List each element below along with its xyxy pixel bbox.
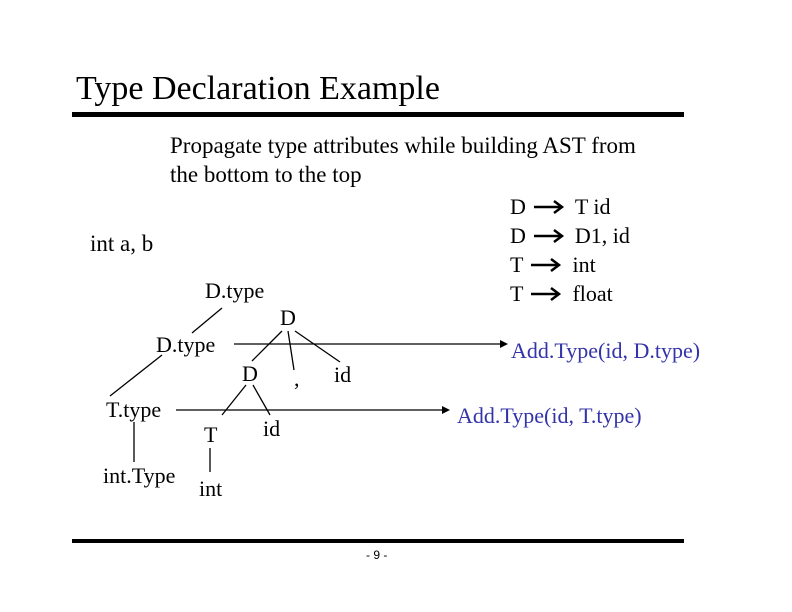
grammar-rhs: float	[572, 281, 613, 306]
tree-node-id-outer: id	[334, 362, 352, 387]
grammar-lhs: D	[510, 194, 526, 219]
tree-node-int: int	[199, 476, 223, 501]
subtitle-line-1: Propagate type attributes while building AST from	[170, 133, 636, 158]
footer-rule	[72, 539, 684, 543]
action-add-type-outer: Add.Type(id, D.type)	[511, 338, 701, 363]
grammar-lhs: T	[510, 281, 524, 306]
tree-node-inner-d: D	[242, 361, 258, 386]
page-number: - 9 -	[366, 548, 388, 562]
t-attr-label: T.type	[106, 397, 162, 422]
attr-edge	[110, 355, 162, 396]
tree-node-root: D	[280, 305, 296, 330]
inner-attr-label: D.type	[156, 332, 216, 357]
grammar-rhs: int	[572, 252, 596, 277]
grammar-rhs: T id	[574, 194, 611, 219]
root-attr-label: D.type	[205, 278, 265, 303]
subtitle-line-2: the bottom to the top	[170, 162, 362, 187]
tree-edge	[288, 331, 294, 370]
arrow-head-icon	[500, 340, 508, 348]
slide-title: Type Declaration Example	[76, 70, 440, 107]
arrow-head-icon	[442, 406, 450, 414]
example-input: int a, b	[90, 231, 154, 256]
tree-node-t: T	[204, 422, 218, 447]
grammar-lhs: D	[510, 223, 526, 248]
int-attr-label: int.Type	[103, 463, 176, 488]
attr-edge	[192, 308, 222, 333]
grammar-rhs: D1, id	[574, 223, 630, 248]
grammar-lhs: T	[510, 252, 524, 277]
tree-edge	[295, 331, 340, 362]
tree-edge	[252, 331, 282, 361]
tree-node-id-inner: id	[263, 416, 281, 441]
tree-node-comma: ,	[294, 366, 300, 391]
action-add-type-inner: Add.Type(id, T.type)	[457, 403, 642, 428]
